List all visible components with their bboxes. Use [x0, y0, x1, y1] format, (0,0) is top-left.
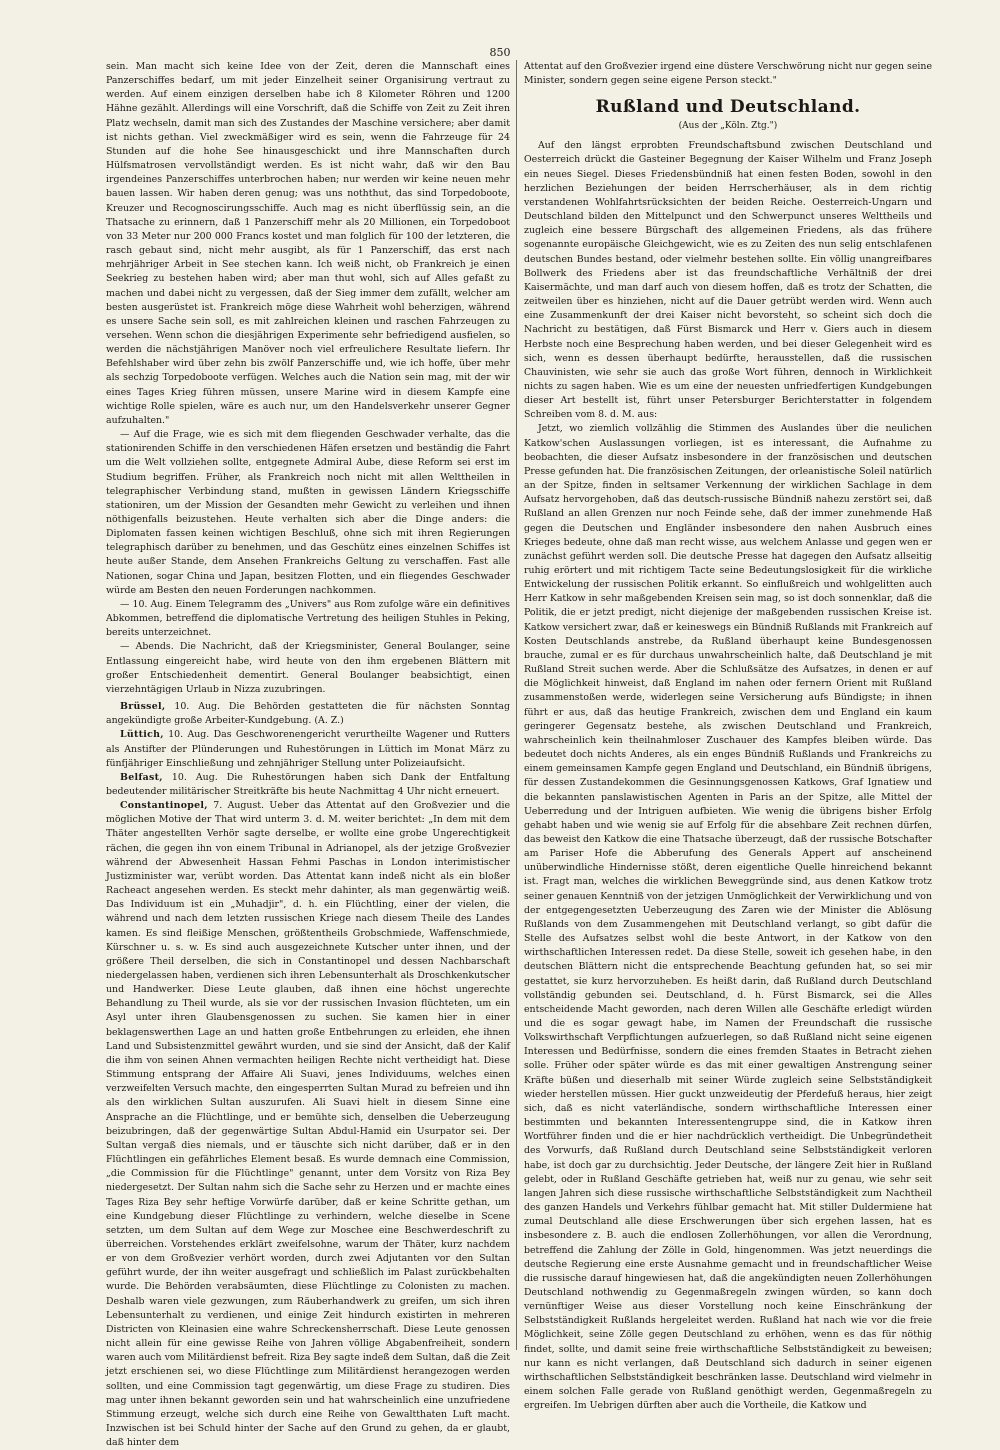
- paragraph-peking-agreement: — 10. Aug. Einem Telegramm des „Univers" aus Rom zufolge wäre ein definitives Abkommen, betreffend die diplomatische Vertretung des heiligen Stuhles in Peking, bereits unterzeichnet.: [106, 598, 510, 639]
- article-headline: Rußland und Deutschland.: [595, 97, 861, 118]
- news-text-brussel: 10. Aug. Die Behörden gestatteten die für nächsten Sonntag angekündigte große Arbeiter-Kundgebung.: [106, 701, 510, 727]
- news-text-constantinopel: 7. August. Ueber das Attentat auf den Großvezier und die möglichen Motive der That wird unterm 3. d. M. weiter berichtet: „In dem mit dem Thäter angestellten Verhör sagte derselbe, er wollte eine grobe Ungerechtigkeit rächen, die gegen ihn von einem Tribunal in Adrianopel, als der jetzige Großvezier während der Abwesenheit Hassan Fehmi Paschas in London interimistischer Justizminister war, verübt worden. Das Attentat kann indeß nicht als ein bloßer Racheact angesehen werden. Es steckt mehr dahinter, als man gegenwärtig weiß. Das Individuum ist ein „Muhadjir", d. h. ein Flüchtling, einer der vielen, die während und nach dem letzten russischen Kriege nach diesem Theile des Landes kamen. Es sind fleißige Menschen, größtentheils Grobschmiede, Waffenschmiede, Kürschner u. s. w. Es sind auch ausgezeichnete Kutscher unter ihnen, und der größere Theil derselben, die sich in Constantinopel und dessen Nachbarschaft niedergelassen haben, verdienen sich ihren Lebensunterhalt als Droschkenkutscher und Handwerker. Diese Leute glauben, daß ihnen eine höchst ungerechte Behandlung zu Theil wurde, als sie vor der russischen Invasion flüchteten, um ein Asyl unter ihren Glaubensgenossen zu suchen. Sie kamen hier in einer beklagenswerthen Lage an und hatten große Entbehrungen zu erleiden, ehe ihnen Land und Subsistenzmittel gewährt wurden, und sie sind der Ansicht, daß der Kalif die ihm von seinen Ahnen vermachten heiligen Rechte nicht vertheidigt hat. Diese Stimmung entsprang der Affaire Ali Suavi, jenes Individuums, welches einen verzweifelten Versuch machte, den eingesperrten Sultan Murad zu befreien und ihn als den wirklichen Sultan auszurufen. Ali Suavi hielt in diesem Sinne eine Ansprache an die Flüchtlinge, und er bemühte sich, denselben die Ueberzeugung beizubringen, daß der gegenwärtige Sultan Abdul-Hamid ein Usurpator sei. Der Sultan vergaß dies niemals, und er täuschte sich nicht darüber, daß er in den Flüchtlingen ein gefährliches Element besaß. Es wurde demnach eine Commission, „die Commission für die Flüchtlinge" genannt, unter dem Vorsitz von Riza Bey niedergesetzt. Der Sultan nahm sich die Sache sehr zu Herzen und er machte eines Tages Riza Bey sehr heftige Vorwürfe darüber, daß er keine Schritte gethan, um eine Kundgebung dieser Flüchtlinge zu verhindern, welche dieselbe in Scene setzten, um dem Sultan auf dem Wege zur Moschee eine Beschwerdeschrift zu überreichen. Vorstehendes erklärt zweifelsohne, warum der Thäter, kurz nachdem er von dem Großvezier verhört worden, durch zwei Adjutanten vor den Sultan geführt wurde, der ihn weiter ausgefragt und schließlich im Palast zurückbehalten wurde. Die Behörden verabsäumten, diese Flüchtlinge zu Colonisten zu machen. Deshalb waren viele gezwungen, zum Räuberhandwerk zu greifen, um sich ihren Lebensunterhalt zu verdienen, und einige Zeit hindurch existirten in mehreren Districten von Kleinasien eine wahre Schreckensherrschaft. Diese Leute genossen nicht allein für eine gewisse Reihe von Jahren völlige Abgabenfreiheit, sondern waren auch vom Militärdienst befreit. Riza Bey sagte indeß dem Sultan, daß die Zeit jetzt erschienen sei, wo diese Flüchtlinge zum Militärdienst herangezogen werden sollten, und eine Commission tagt gegenwärtig, um diese Frage zu studiren. Dies mag unter ihnen bekannt geworden sein und hat wahrscheinlich eine unzufriedene Stimmung erzeugt, welche sich durch eine Reihe von Gewaltthaten Luft macht. Inzwischen ist bei Schuld hinter der Sache auf den Grund zu gehen, da er glaubt, daß hinter dem: [106, 800, 510, 1449]
- paragraph-alliance: Auf den längst erprobten Freundschaftsbund zwischen Deutschland und Oesterreich drückt die Gasteiner Begegnung der Kaiser Wilhelm und Franz Joseph ein neues Siegel. Dieses Friedensbündniß hat einen festen Boden, sowohl in den herzlichen Beziehungen der beiden Herrscherhäuser, als in dem richtig verstandenen Wohlfahrtsrücksichten der beiden Reiche. Oesterreich-Ungarn und Deutschland bilden den Mittelpunct und den Schwerpunct unseres Welttheils und zugleich eine bessere Bürgschaft des allgemeinen Friedens, als das frühere sogenannte europäische Gleichgewicht, wie es zu Zeiten des nun selig entschlafenen deutschen Bundes bestand, oder vielmehr bestehen sollte. Ein völlig unangreifbares Bollwerk des Friedens aber ist das freundschaftliche Verhältniß der drei Kaisermächte, und man darf auch von diesem hoffen, daß es trotz der Schatten, die zeitweilen über es hinziehen, nicht auf die Dauer getrübt werden wird. Wenn auch eine Zusammenkunft der drei Kaiser nicht bevorsteht, so scheint sich doch die Nachricht zu bestätigen, daß Fürst Bismarck und Herr v. Giers auch in diesem Herbste noch eine Besprechung haben werden, und bei dieser Gelegenheit wird es sich, wenn es dessen überhaupt bedürfte, herausstellen, daß die russischen Chauvinisten, wie sehr sie auch das große Wort führen, dennoch in Wirklichkeit nichts zu sagen haben. Wie es um eine der neuesten unfriedfertigen Kundgebungen dieser Art bestellt ist, führt unser Petersburger Berichterstatter in folgendem Schreiben vom 8. d. M. aus:: [524, 140, 932, 421]
- article-source: (Aus der „Köln. Ztg."): [678, 121, 778, 132]
- right-column: [524, 60, 933, 1412]
- paragraph-flying-squadron: — Auf die Frage, wie es sich mit dem fliegenden Geschwader verhalte, das die stationirenden Schiffe in den verschiedenen Häfen ersetzen und beständig die Fahrt um die Welt vollziehen sollte, entgegnete Admiral Aube, diese Reform sei erst im Studium begriffen. Früher, als Frankreich noch nicht mit allen Welttheilen in telegraphischer Verbindung stand, mußten in gewissen Ländern Kriegsschiffe stationiren, um der Mission der Gesandten mehr Gewicht zu verleihen und ihnen nöthigenfalls beizustehen. Heute verhalten sich aber die Dinge anders: die Diplomaten fassen keinen wichtigen Beschluß, ohne sich mit ihren Regierungen telegraphisch darüber zu benehmen, und das Geschütz eines einzelnen Schiffes ist heute außer Stande, dem Ansehen Frankreichs Geltung zu verschaffen. Fast alle Nationen, sogar China und Japan, besitzen Flotten, und ein fliegendes Geschwader würde am Besten den neuen Forderungen nachkommen.: [106, 429, 510, 596]
- column-divider: [516, 60, 517, 1350]
- page-number: 850: [489, 46, 511, 59]
- news-text-luttich: 10. Aug. Das Geschworenengericht verurtheilte Wagener und Rutters als Anstifter der Plünderungen und Ruhestörungen in Lüttich im Monat März zu fünfjähriger Einschließung und zehnjähriger Stellung unter Polizeiaufsicht.: [106, 729, 510, 769]
- news-item-luttich: [106, 728, 510, 770]
- paragraph-petersburg-report: Jetzt, wo ziemlich vollzählig die Stimmen des Auslandes über die neulichen Katkow'schen Auslassungen vorliegen, ist es interessant, die Aufnahme zu beobachten, die dieser Aufsatz insbesondere in der französischen und deutschen Presse gefunden hat. Die französischen Zeitungen, der orleanistische Soleil natürlich an der Spitze, finden in seltsamer Verkennung der wirklichen Sachlage in dem Aufsatz hervorgehoben, daß das deutsch-russische Bündniß nahezu zerstört sei, daß Rußland an allen Grenzen nur noch Feinde sehe, daß der immer zunehmende Haß gegen die Deutschen und Engländer insbesondere den nahen Ausbruch eines Krieges bedeute, ohne daß man recht wisse, aus welchem Anlasse und gegen wen er zunächst geführt werden soll. Die deutsche Presse hat dagegen den Aufsatz allseitig ruhig erörtert und mit richtigem Tacte seine Bedeutungslosigkeit für die wirkliche Entwickelung der russischen Politik erkannt. So einflußreich und wohlgelitten auch Herr Katkow in sehr maßgebenden Kreisen sein mag, so ist doch sonnenklar, daß die Politik, die er jetzt predigt, nicht diejenige der maßgebenden russischen Kreise ist. Katkow versichert zwar, daß er keineswegs ein Bündniß Rußlands mit Frankreich auf Kosten Deutschlands anstrebe, da Rußland überhaupt keine Bundesgenossen brauche, zumal er es für durchaus unwahrscheinlich halte, daß Deutschland je mit Rußland Streit suchen werde. Aber die Schlußsätze des Aufsatzes, in denen er auf die Möglichkeit hinweist, daß England im nahen oder fernern Orient mit Rußland zusammenstoßen werde, widerlegen seine Versicherung aufs Bündigste; in ihnen führt er aus, daß das heutige Frankreich, zwischen dem und England ein kaum geringerer Gegensatz bestehe, als zwischen Deutschland und Frankreich, wahrscheinlich kein theilnahmloser Zuschauer des Kampfes bleiben würde. Das bedeutet doch nichts Anderes, als ein enges Bündniß Rußlands und Frankreichs zu einem gemeinsamen Kampfe gegen England und Deutschland, ein Bündniß übrigens, für dessen Zustandekommen die Gesinnungsgenossen Katkows, Graf Ignatiew und die bekannten panslawistischen Agenten in Paris an der Spitze, alle Mittel der Ueberredung und der Intriguen aufbieten. Wie wenig die übrigens bisher Erfolg gehabt haben und wie wenig sie auf Erfolg für die absehbare Zeit rechnen dürfen, das beweist den Katkow die eine Thatsache überzeugt, daß der russische Botschafter am Pariser Hofe die Abberufung des Generals Appert auf anscheinend unüberwindliche Hindernisse stößt, deren eigentliche Quelle hinreichend bekannt ist. Fragt man, welches die wirklichen Beweggründe sind, aus denen Katkow trotz seiner genauen Kenntniß von der jetzigen Unmöglichkeit der Verwirklichung und von der entgegengesetzten Ueberzeugung des Zaren wie der Minister die Ablösung Rußlands von dem Zusammengehen mit Deutschland verlangt, so gibt dafür die Stelle des Aufsatzes selbst wohl die beste Antwort, in der Katkow von den wirthschaftlichen Interessen redet. Da diese Stelle, soweit ich gesehen habe, in den deutschen Blättern nicht die entsprechende Beachtung gefunden hat, so sei mir gestattet, sie kurz hervorzuheben. Es heißt darin, daß Rußland durch Deutschland vollständig gebunden sei. Deutschland, d. h. Fürst Bismarck, sei die Alles entscheidende Macht geworden, nach deren Willen alle Geschäfte erledigt würden und die es sogar gewagt habe, im Namen der Freundschaft die russische Volkswirthschaft Verpflichtungen aufzuerlegen, so daß Rußland nicht seine eigenen Interessen und Bedürfnisse, sondern die eines fremden Staates in Betracht ziehen solle. Früher oder später würde es das mit einer gewaltigen Anstrengung seiner Kräfte büßen und dieserhalb mit seiner Würde zugleich seine Selbstständigkeit wieder herstellen müssen. Hier guckt unzweideutig der Pferdefuß heraus, hier zeigt sich, daß es nicht vaterländische, sondern wirthschaftliche Interessen einer bestimmten und bekannten Interessentengruppe sind, die in Katkow ihren Wortführer finden und die er hier nachdrücklich vertheidigt. Die Unbegründetheit des Vorwurfs, daß Rußland durch Deutschland seine Selbstständigkeit verloren habe, ist doch gar zu durchsichtig. Jeder Deutsche, der längere Zeit hier in Rußland gelebt, oder in Rußland Geschäfte getrieben hat, weiß nur zu genau, wie sehr seit langen Jahren sich diese russische wirthschaftliche Selbstständigkeit zum Nachtheil des ganzen Handels und Verkehrs fühlbar gemacht hat. Mit stiller Duldermiene hat zumal Deutschland alle diese Erschwerungen über sich ergehen lassen, hat es insbesondere z. B. auch die endlosen Zollerhöhungen, vor allen die Verordnung, betreffend die Zahlung der Zölle in Gold, hingenommen. Was jetzt neuerdings die deutsche Regierung eine erste Ausnahme gemacht und in freundschaftlicher Weise die russische darauf hingewiesen hat, daß die angekündigten neuen Zollerhöhungen Deutschland nothwendig zu Gegenmaßregeln zwingen würden, so kann doch vernünftiger Weise aus dieser Vorstellung noch keine Einschränkung der Selbstständigkeit Rußlands hergeleitet werden. Rußland hat nach wie vor die freie Möglichkeit, seine Zölle gegen Deutschland zu erhöhen, wenn es das für nöthig findet, sollte, und damit seine freie wirthschaftliche Selbstständigkeit zu beweisen; nur kann es nicht verlangen, daß Deutschland sich dadurch in seiner eigenen wirthschaftlichen Selbstständigkeit beschränken lasse. Deutschland wird vielmehr in einem solchen Falle gerade von Rußland genöthigt werden, Gegenmaßregeln zu ergreifen. Im Uebrigen dürften aber auch die Vortheile, die Katkow und: [524, 423, 933, 1412]
- dateline-constantinopel: Constantinopel,: [120, 800, 208, 812]
- paragraph-boulanger: — Abends. Die Nachricht, daß der Kriegsminister, General Boulanger, seine Entlassung eingereicht habe, wird heute von den ihm ergebenen Blättern mit großer Entschiedenheit dementirt. General Boulanger beabsichtigt, einen vierzehntägigen Urlaub in Nizza zuzubringen.: [106, 641, 510, 695]
- news-item-brussel: [106, 700, 510, 728]
- dateline-belfast: Belfast,: [120, 771, 163, 783]
- dateline-luttich: Lüttich,: [120, 729, 164, 741]
- dateline-brussel: Brüssel,: [120, 701, 166, 713]
- news-item-belfast: [106, 771, 510, 799]
- left-column: [106, 60, 510, 1449]
- news-item-constantinopel: [106, 799, 510, 1450]
- source-signature: (A. Z.): [314, 715, 344, 727]
- news-text-belfast: 10. Aug. Die Ruhestörungen haben sich Dank der Entfaltung bedeutender militärischer Streitkräfte bis heute Nachmittag 4 Uhr nicht erneuert.: [106, 771, 510, 797]
- paragraph-attentat-end: Attentat auf den Großvezier irgend eine düstere Verschwörung nicht nur gegen seine Minister, sondern gegen seine eigene Person steckt.": [524, 61, 932, 87]
- paragraph-navy-interview: sein. Man macht sich keine Idee von der Zeit, deren die Mannschaft eines Panzerschiffes bedarf, um mit jeder Einzelheit seiner Organisirung vertraut zu werden. Auf einem einzigen derselben habe ich 8 Kilometer Röhren und 1200 Hähne gezählt. Allerdings will eine Vorschrift, daß die Schiffe von Zeit zu Zeit ihren Platz wechseln, damit man sich des Zustandes der Maschine versichere; aber damit ist nichts gethan. Viel zweckmäßiger wird es sein, wenn die Fahrzeuge für 24 Stunden auf die hohe See hinausgeschickt und ihre Mannschaften durch Hülfsmatrosen vervollständigt werden. Es ist nicht wahr, daß wir den Bau irgendeines Panzerschiffes unterbrochen haben; nur werden wir keine neuen mehr bauen lassen. Wir haben deren genug; was uns noththut, das sind Torpedoboote, Kreuzer und Recognoscirungsschiffe. Auch mag es nicht überflüssig sein, an die Thatsache zu erinnern, daß 1 Panzerschiff mehr als 20 Millionen, ein Torpedoboot von 33 Meter nur 200 000 Francs kostet und man folglich für 100 der letzteren, die rasch gebaut sind, nicht mehr ausgibt, als für 1 Panzerschiff, das erst nach mehrjähriger Arbeit in See stechen kann. Ich weiß nicht, ob Frankreich je einen Seekrieg zu bestehen haben wird; aber man thut wohl, sich auf Alles gefaßt zu machen und dabei nicht zu vergessen, daß der Sieg immer dem zufällt, welcher am besten ausgerüstet ist. Frankreich möge diese Wahrheit wohl beherzigen, während es unsere Sache sein soll, es mit zahlreichen kleinen und raschen Fahrzeugen zu versehen. Wenn schon die diesjährigen Experimente sehr befriedigend ausfielen, so werden die nächstjährigen Manöver noch viel erfreulichere Resultate liefern. Ihr Befehlshaber wird über zehn bis zwölf Panzerschiffe und, wie ich hoffe, über mehr als sechzig Torpedoboote verfügen. Welches auch die Nation sein mag, mit der wir eines Tages Krieg führen müssen, unsere Marine wird in diesem Kampfe eine wichtige Rolle spielen, wäre es auch nur, um den Handelsverkehr unserer Gegner aufzuhalten.": [106, 61, 510, 426]
